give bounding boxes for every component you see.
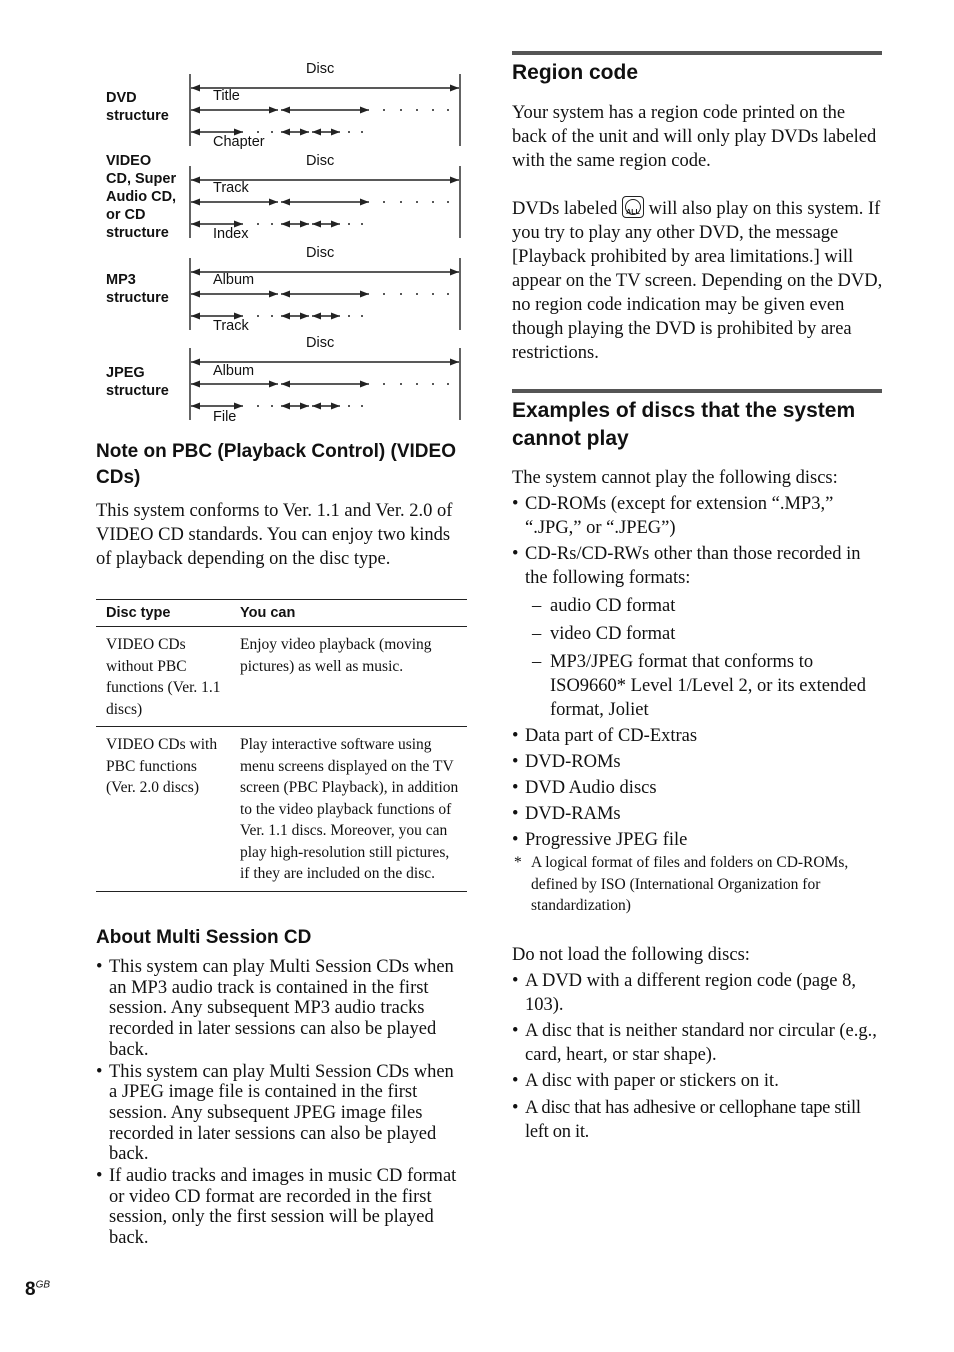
dot [361,405,363,407]
disc-label: Disc [306,153,335,169]
dot [400,293,402,295]
arrow-head [191,269,200,276]
dot [257,405,259,407]
label-line: DVD [106,90,137,106]
chapter-label: Chapter [213,134,265,150]
do-not-list [512,969,884,1144]
arrow-head [281,199,290,206]
disc-label: Disc [306,61,335,77]
examples-heading: Examples of discs that the system cannot play [512,399,856,450]
dot [348,131,350,133]
dot [447,383,449,385]
arrow-head [281,381,290,388]
dvd-structure-diagram [186,60,466,150]
dot [383,201,385,203]
page-number-value: 8 [25,1279,36,1300]
label-line: Audio CD, [106,189,177,205]
arrow-head [191,359,200,366]
examples-list [512,492,884,590]
dot [447,109,449,111]
arrow-head [450,359,459,366]
dot [400,383,402,385]
icon-text: ALL [626,209,640,216]
hierarchy-arrows [186,244,466,334]
dot [361,131,363,133]
dot [257,223,259,225]
p2-lead-text: DVDs labeled [512,199,618,219]
arrow-head [191,199,200,206]
track-label: Track [213,180,249,196]
sub-list-item: – audio CD format [512,594,884,618]
dot [447,201,449,203]
dot [416,293,418,295]
label-line: MP3 [106,272,136,288]
arrow-head [360,199,369,206]
arrow-head [331,221,340,228]
title-label: Title [213,88,240,104]
sub-list-item: – video CD format [512,622,884,646]
list-item: • A disc with paper or stickers on it. [512,1069,884,1093]
arrow-head [281,221,290,228]
arrow-head [450,177,459,184]
pbc-intro: This system conforms to Ver. 1.1 and Ver. 2.0 of VIDEO CD standards. You can enjoy two kinds of playback depending on the disc type. [96,501,453,569]
arrow-head [281,129,290,136]
footnote-text: A logical format of files and folders on CD-ROMs, defined by ISO (International Organization for standardization) [531,854,849,914]
arrow-head [234,221,243,228]
table-row [96,727,467,892]
footnote [512,852,884,917]
arrow-head [300,403,309,410]
dot [416,383,418,385]
arrow-head [450,269,459,276]
table-cell: VIDEO CDs without PBC functions (Ver. 1.1 discs) [96,627,230,727]
arrow-head [312,313,321,320]
examples-intro: The system cannot play the following discs: [512,468,838,488]
arrow-head [281,403,290,410]
sub-list-item: – MP3/JPEG format that conforms to ISO9660* Level 1/Level 2, or its extended format, Joliet [512,650,884,722]
arrow-head [191,313,200,320]
arrow-head [191,291,200,298]
dot [257,131,259,133]
examples-content [512,466,884,1144]
label-line: structure [106,108,169,124]
arrow-head [360,291,369,298]
arrow-head [191,85,200,92]
label-line: structure [106,383,169,399]
col-you-can: You can [230,600,467,627]
list-item: • DVD-RAMs [512,802,884,826]
album-label: Album [213,363,255,379]
pbc-heading: Note on PBC (Playback Control) (VIDEO CDs) [96,441,456,488]
arrow-head [281,313,290,320]
arrow-head [360,107,369,114]
list-item: • Progressive JPEG file [512,828,884,852]
jpeg-structure-diagram [186,334,466,424]
dot [348,223,350,225]
list-item: • This system can play Multi Session CDs when a JPEG image file is contained in the first session. Any subsequent JPEG image files recorded in later sessions can also be played back. [96,1062,466,1166]
list-item: • This system can play Multi Session CDs when an MP3 audio track is contained in the first session. Any subsequent MP3 audio tracks recorded in later sessions can also be played back. [96,957,466,1061]
list-item: • DVD Audio discs [512,776,884,800]
dvd-structure-label [106,89,169,125]
list-item: • CD-Rs/CD-RWs other than those recorded in the following formats: [512,542,884,590]
mp3-structure-diagram [186,244,466,334]
arrow-head [312,129,321,136]
region-code-p2 [512,196,886,365]
hierarchy-arrows [186,152,466,242]
mp3-structure-label [106,271,169,307]
dot [348,315,350,317]
arrow-head [191,403,200,410]
page-suffix: GB [35,1279,51,1291]
dot [432,109,434,111]
arrow-head [331,313,340,320]
region-code-p1: Your system has a region code printed on the back of the unit and will only play DVDs labeled with the same region code. [512,103,877,171]
dot [447,293,449,295]
arrow-head [312,403,321,410]
arrow-head [281,291,290,298]
p2-rest-text: will also play on this system. If you try to play any other DVD, the message [Playback prohibited by area limitations.] will appear on the TV screen. Depending on the DVD, no region code indication may be given even though playing the DVD is prohibited by area restrictions. [512,199,883,363]
dot [361,223,363,225]
arrow-head [191,107,200,114]
arrow-head [312,221,321,228]
arrow-head [331,403,340,410]
label-line: VIDEO [106,153,152,169]
dot [271,131,273,133]
section-rule [512,389,882,393]
table-cell: Enjoy video playback (moving pictures) as well as music. [230,627,467,727]
section-rule [512,51,882,55]
list-item: • A DVD with a different region code (page 8, 103). [512,969,884,1017]
dot [432,383,434,385]
list-item: • A disc that is neither standard nor circular (e.g., card, heart, or star shape). [512,1019,884,1067]
arrow-head [281,107,290,114]
arrow-head [269,199,278,206]
file-label: File [213,409,237,425]
label-line: structure [106,225,169,241]
table-cell: Play interactive software using menu screens displayed on the TV screen (PBC Playback), in addition to the video playback functions of Ver. 1.1 discs. Moreover, you can play high-resolution still pictures, if they are included on the disc. [230,727,467,892]
col-disc-type: Disc type [96,600,230,627]
hierarchy-arrows [186,334,466,424]
region-code-heading: Region code [512,61,639,84]
arrow-head [300,129,309,136]
dot [348,405,350,407]
arrow-head [450,85,459,92]
arrow-head [191,177,200,184]
multi-session-list [96,957,466,1249]
label-line: or CD [106,207,146,223]
pbc-table [96,599,467,892]
dot [400,109,402,111]
dot [271,315,273,317]
dot [400,201,402,203]
dot [383,109,385,111]
do-not-intro: Do not load the following discs: [512,944,750,965]
dot [271,223,273,225]
hierarchy-arrows [186,60,466,150]
list-item: • DVD-ROMs [512,750,884,774]
dot [432,201,434,203]
dot [257,315,259,317]
dot [432,293,434,295]
jpeg-structure-label [106,364,169,400]
table-header-row [96,600,467,627]
dot [416,201,418,203]
list-item: • A disc that has adhesive or cellophane tape still left on it. [512,1096,884,1144]
list-item: • Data part of CD-Extras [512,724,884,748]
label-line: structure [106,290,169,306]
arrow-head [191,221,200,228]
footnote-mark: * [514,854,522,871]
arrow-head [300,221,309,228]
arrow-head [234,129,243,136]
arrow-head [234,313,243,320]
arrow-head [269,381,278,388]
arrow-head [191,381,200,388]
arrow-head [269,107,278,114]
examples-list-rest [512,724,884,852]
dot [383,383,385,385]
disc-label: Disc [306,335,335,351]
dot [361,315,363,317]
arrow-head [269,291,278,298]
arrow-head [191,129,200,136]
page-number [25,1279,50,1301]
dot [383,293,385,295]
video-cd-structure-label [106,152,176,242]
video-cd-structure-diagram [186,152,466,242]
dot [416,109,418,111]
arrow-head [331,129,340,136]
list-item: • CD-ROMs (except for extension “.MP3,” “.JPG,” or “.JPEG”) [512,492,884,540]
arrow-head [234,403,243,410]
arrow-head [300,313,309,320]
table-row [96,627,467,727]
format-sublist [512,594,884,722]
arrow-head [360,381,369,388]
label-line: CD, Super [106,171,177,187]
multi-session-heading: About Multi Session CD [96,927,312,948]
list-item: • If audio tracks and images in music CD format or video CD format are recorded in the first session, only the first session will be played back. [96,1166,466,1249]
dot [271,405,273,407]
label-line: JPEG [106,365,145,381]
track-label: Track [213,318,249,334]
table-cell: VIDEO CDs with PBC functions (Ver. 2.0 discs) [96,727,230,892]
disc-label: Disc [306,245,335,261]
all-region-icon [622,196,644,218]
album-label: Album [213,272,255,288]
index-label: Index [213,226,249,242]
